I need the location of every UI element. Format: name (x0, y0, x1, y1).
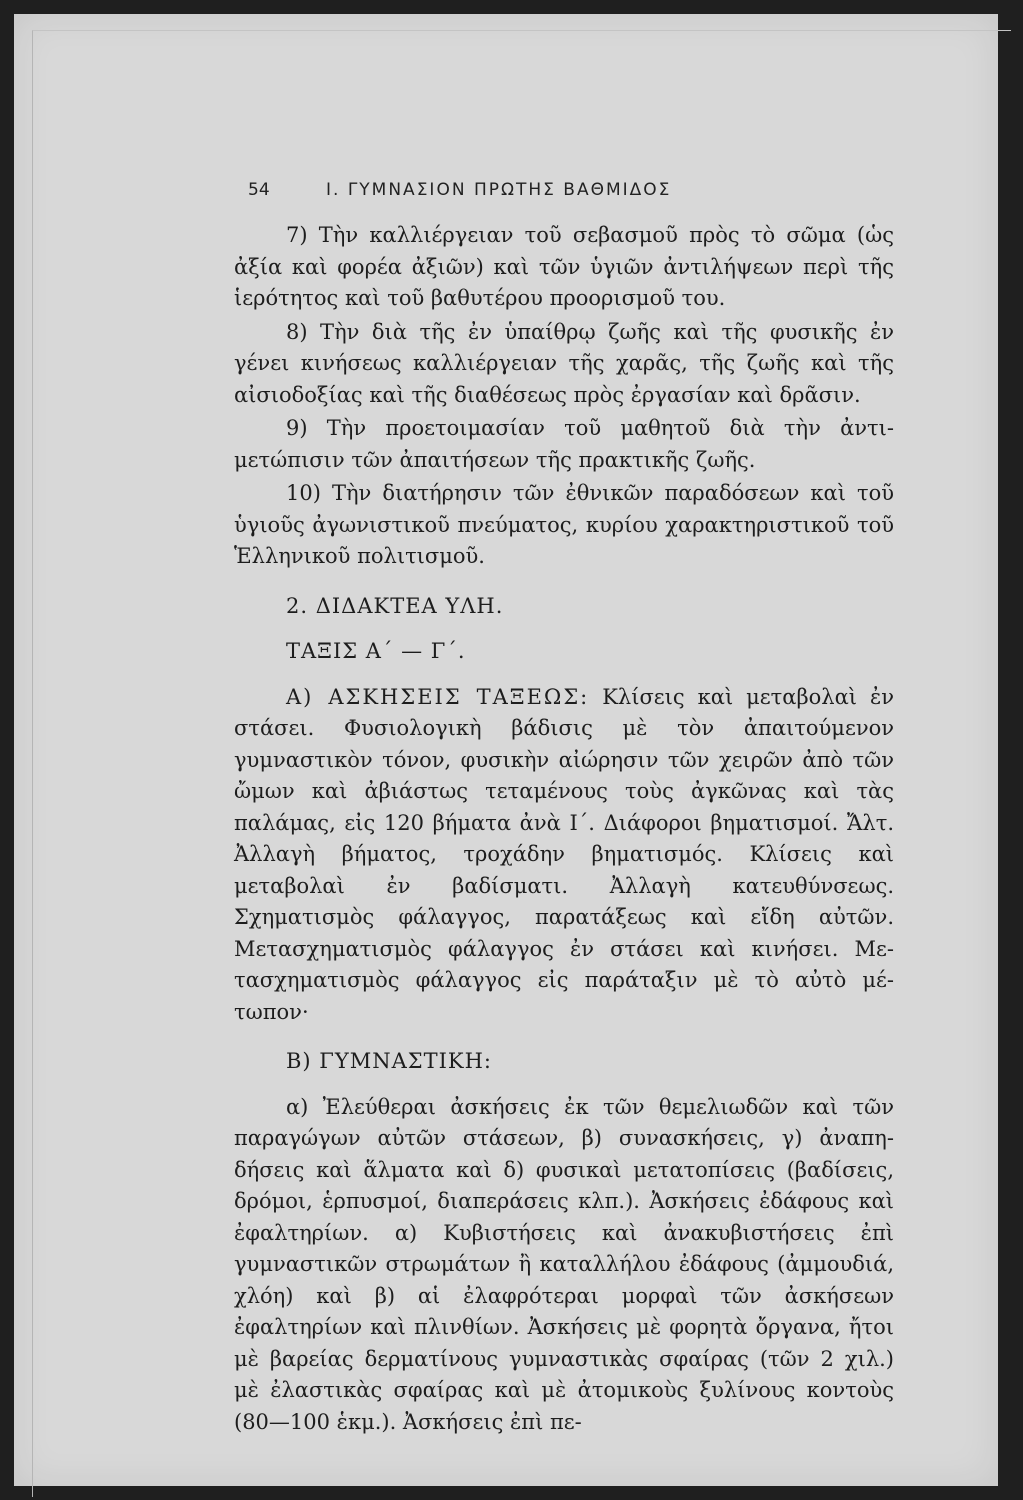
section-b-heading: Β) ΓΥΜΝΑΣΤΙΚΗ: (286, 1049, 493, 1073)
paragraph-b: α) Ἐλεύθεραι ἀσκήσεις ἐκ τῶν θεμελιωδῶν καὶ τῶν παραγώγων αὐτῶν στάσεων, β) συνασκήσεις, γ) ἀναπηδήσεις καὶ ἅλματα καὶ δ) φυσικαὶ μετατοπίσεις (βαδίσεις, δρόμοι, ἑρπυσμοί, διαπεράσεις κλπ.). Ἀσκήσεις ἐδάφους καὶ ἐφαλτηρίων. α) Κυβιστήσεις καὶ ἀνακυβιστήσεις ἐπὶ γυμναστικῶν στρωμάτων ἢ καταλλήλου ἐδάφους (ἀμμουδιά, χλόη) καὶ β) αἱ ἐλαφρότεραι μορφαὶ τῶν ἀσκήσεων ἐφαλτηρίων καὶ πλινθίων. Ἀσκήσεις μὲ φορητὰ ὄργανα, ἤτοι μὲ βαρείας δερματίνους γυμναστικὰς σφαίρας (τῶν 2 χιλ.) μὲ ἐλαστικὰς σφαίρας καὶ μὲ ἀτομικοὺς ξυλίνους κοντοὺς (80—100 ἑκμ.). Ἀσκήσεις ἐπὶ πε- (234, 1094, 894, 1434)
page-text-block (234, 172, 894, 1440)
paragraph-8: 8) Τὴν διὰ τῆς ἐν ὑπαίθρῳ ζωῆς καὶ τῆς φυσικῆς ἐν γένει κινήσεως καλλιέργειαν τῆς χαρᾶς, τῆς ζωῆς καὶ τῆς αἰσιοδοξίας καὶ τῆς διαθέσεως πρὸς ἐργασίαν καὶ δρᾶσιν. (234, 319, 894, 407)
running-head-title: Ι. ΓΥΜΝΑΣΙΟΝ ΠΡΩΤΗΣ ΒΑΘΜΙΔΟΣ (326, 180, 672, 200)
paragraph-7: 7) Τὴν καλλιέργειαν τοῦ σεβασμοῦ πρὸς τὸ σῶμα (ὡς ἀξία καὶ φορέα ἀξιῶν) καὶ τῶν ὑγιῶν ἀντιλήψεων περὶ τῆς ἱερότητος καὶ τοῦ βαθυτέρου προορισμοῦ του. (234, 223, 894, 310)
page-number: 54 (248, 180, 270, 200)
section-a-label: Α) ΑΣΚΗΣΕΙΣ ΤΑΞΕΩΣ: (286, 684, 590, 709)
paragraph-a (234, 682, 894, 1029)
running-header (234, 172, 894, 208)
paragraph-9: 9) Τὴν προετοιμασίαν τοῦ μαθητοῦ διὰ τὴν ἀντιμετώπισιν τῶν ἀπαιτήσεων τῆς πρακτικῆς ζωῆς. (234, 416, 894, 472)
class-heading: ΤΑΞΙΣ Α΄ — Γ΄. (286, 639, 466, 663)
section-heading: 2. ΔΙΔΑΚΤΕΑ ΥΛΗ. (286, 593, 504, 618)
book-page (14, 14, 998, 1486)
section-a-text: Κλίσεις καὶ μεταβολαὶ ἐν στάσει. Φυσιολογικὴ βάδισις μὲ τὸν ἀπαιτούμενον γυμναστικὸν τόνον, φυσικὴν αἰώρησιν τῶν χειρῶν ἀπὸ τῶν ὤμων καὶ ἀβιάστως τεταμένους τοὺς ἀγκῶνας καὶ τὰς παλάμας, εἰς 120 βήματα ἀνὰ Ι΄. Διάφοροι βηματισμοί. Ἄλτ. Ἀλλαγὴ βήματος, τροχάδην βηματισμός. Κλίσεις καὶ μεταβολαὶ ἐν βαδίσματι. Ἀλλαγὴ κατευθύνσεως. Σχηματισμὸς φάλαγγος, παρατάξεως καὶ εἴδη αὐτῶν. Μετασχηματισμὸς φάλαγγος ἐν στάσει καὶ κινήσει. Μετασχηματισμὸς φάλαγγος εἰς παράταξιν μὲ τὸ αὐτὸ μέτωπον· (234, 684, 894, 1024)
paragraph-10: 10) Τὴν διατήρησιν τῶν ἐθνικῶν παραδόσεων καὶ τοῦ ὑγιοῦς ἀγωνιστικοῦ πνεύματος, κυρίου χαρακτηριστικοῦ τοῦ Ἑλληνικοῦ πολιτισμοῦ. (234, 481, 894, 568)
